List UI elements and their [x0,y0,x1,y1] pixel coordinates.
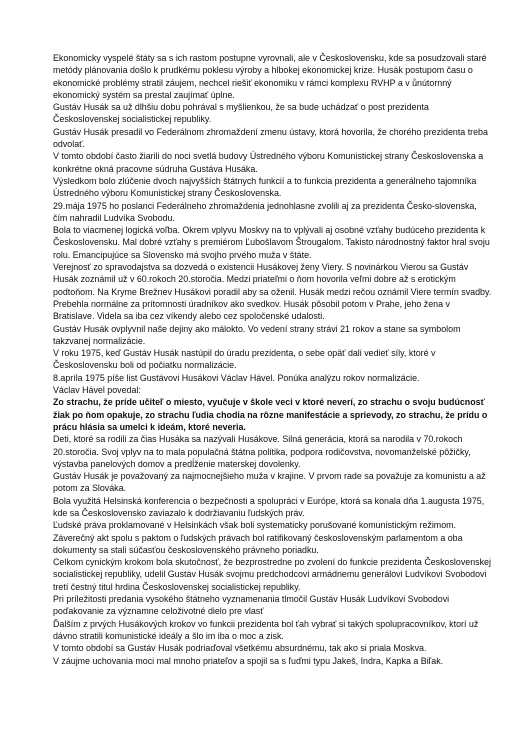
paragraph: V tomto období často žiarili do noci svetlá budovy Ústredného výboru Komunistickej strany Československa a konkrétne okná pracovne súdruha Gustáva Husáka. [53,151,484,174]
paragraph: Celkom cynickým krokom bola skutočnosť, že bezprostredne po zvolení do funkcie prezidenta Československej socialistickej republiky, udelil Gustáv Husák svojmu predchodcovi armádnemu generálovi Ludvíkovi Svobodovi tretí čestný titul hrdina Československej socialistickej republiky. [53,557,491,592]
paragraph: Gustáv Husák sa už dlhšiu dobu pohrával s myšlienkou, že sa bude uchádzať o post prezidenta Československej socialistickej republiky. [53,102,429,125]
paragraph: Verejnosť zo spravodajstva sa dozvedá o existencii Husákovej ženy Viery. S novinárkou Vierou sa Gustáv Husák zoznámil už v 60.rokoch 20.storočia. Medzi priateľmi o ňom hovorila veľmi dobre až s erotickým podtoňom. Na Kryme Brežnev Husákovi poradil aby sa oženil. Husák medzi rečou oznámil Viere termín svadby. Prebehla normálne za prítomnosti úradníkov ako svedkov. Husák pôsobil potom v Prahe, jeho žena v Bratislave. Videla sa iba cez víkendy alebo cez spoločenské udalosti. [53,262,492,322]
paragraph: Václav Hável povedal: [53,385,141,396]
paragraph: V záujme uchovania moci mal mnoho priateľov a spojil sa s ľuďmi typu Jakeš, Indra, Kapka a Biľak. [53,655,444,666]
paragraph: Gustáv Husák je považovaný za najmocnejšieho muža v krajine. V prvom rade sa považuje za komunistu a až potom za Slováka. [53,471,486,494]
paragraph: Výsledkom bolo zlúčenie dvoch najvyšších štátnych funkcií a to funkcia prezidenta a generálneho tajomníka Ústredného výboru Komunistickej strany Československa. [53,175,477,199]
paragraph: Pri príležitosti predania vysokého štátneho vyznamenania tlmočil Gustáv Husák Ludvíkovi Svobodovi poďakovanie za významne celoživotné dielo pre vlasť [53,594,450,617]
paragraph: Bola to viacmenej logická voľba. Okrem vplyvu Moskvy na to vplývali aj osobné vzťahy budúceho prezidenta k Československu. Mal dobré vzťahy s premiérom Ľubošlavom Štrougalom. Takisto národnostný faktor hral svoju rolu. Emancipujúce sa Slovensko má svojho prvého muža v štáte. [53,225,490,260]
quote-paragraph: Zo strachu, že príde učiteľ o miesto, vyučuje v škole veci v ktoré neverí, zo strachu o svoju budúcnosť žiak po ňom opakuje, zo strachu ľudia chodia na rôzne manifestácie a sprievody, zo strachu, že prídu o prácu hlásia sa umelci k ideám, ktoré neveria. [53,397,488,432]
paragraph: 8.apríla 1975 píše list Gustávovi Husákovi Václav Hável. Ponúka analýzu rokov normalizácie. [53,372,420,383]
paragraph: Ekonomicky vyspelé štáty sa s ich rastom postupne vyrovnali, ale v Československu, kde sa posudzovali staré metódy plánovania došlo k prudkému poklesu výroby a hlbokej ekonomickej krize. Husák postupom času o ekonomické problémy stratil záujem, nechcel riešiť ekonomiku v rámci komplexu RVHP a v ůnútornný ekonomický systém sa prestal zaujímať úplne. [53,53,487,100]
paragraph: Deti, ktoré sa rodili za čias Husáka sa nazývali Husákove. Silná generácia, ktorá sa narodila v 70.rokoch 20.storočia. Svoj vplyv na to mala populačná štátna politika, podpora rodičovstva, novomanželské pôžičky, výstavba panelových domov a predĺženie materskej dovolenky. [53,434,471,469]
paragraph: Záverečný akt spolu s paktom o ľudských právach bol ratifikovaný československým parlamentom a oba dokumenty sa stali súčasťou československého právneho poriadku. [53,532,463,555]
paragraph: Ďalším z prvých Husákových krokov vo funkcii prezidenta bol ťah vybrať si takých spolupracovníkov, ktorí už dávno stratili komunistické ideály a šlo im iba o moc a zisk. [53,618,479,641]
document-page [53,52,493,667]
paragraph: V roku 1975, keď Gustáv Husák nastúpil do úradu prezidenta, o sebe opäť dali vedieť síly, ktoré v Československu boli od počiatku normalizácie. [53,348,436,371]
paragraph: Ľudské práva proklamované v Helsinkách však boli systematicky porušované komunistickým režimom. [53,520,456,531]
paragraph: Bola využitá Helsinská konferencia o bezpečnosti a spolupráci v Európe, ktorá sa konala dňa 1.augusta 1975, kde sa Československo zaviazalo k dodržiavaniu ľudských práv. [53,495,485,518]
paragraph: Gustáv Husák presadil vo Federálnom zhromaždení zmenu ústavy, ktorá hovorila, že chorého prezidenta treba odvolať. [53,126,488,150]
paragraph: Gustáv Husák ovplyvnil naše dejiny ako málokto. Vo vedení strany strávi 21 rokov a stane sa symbolom takzvanej normalizácie. [53,323,461,346]
paragraph: V tomto období sa Gustáv Husák podriaďoval všetkému absurdnému, tak ako si priala Moskva. [53,643,427,654]
paragraph: 29.mája 1975 ho poslanci Federálneho zhromaždenia jednohlasne zvolili aj za prezidenta Česko-slovenska, čím nahradil Ludvíka Svobodu. [53,200,477,223]
